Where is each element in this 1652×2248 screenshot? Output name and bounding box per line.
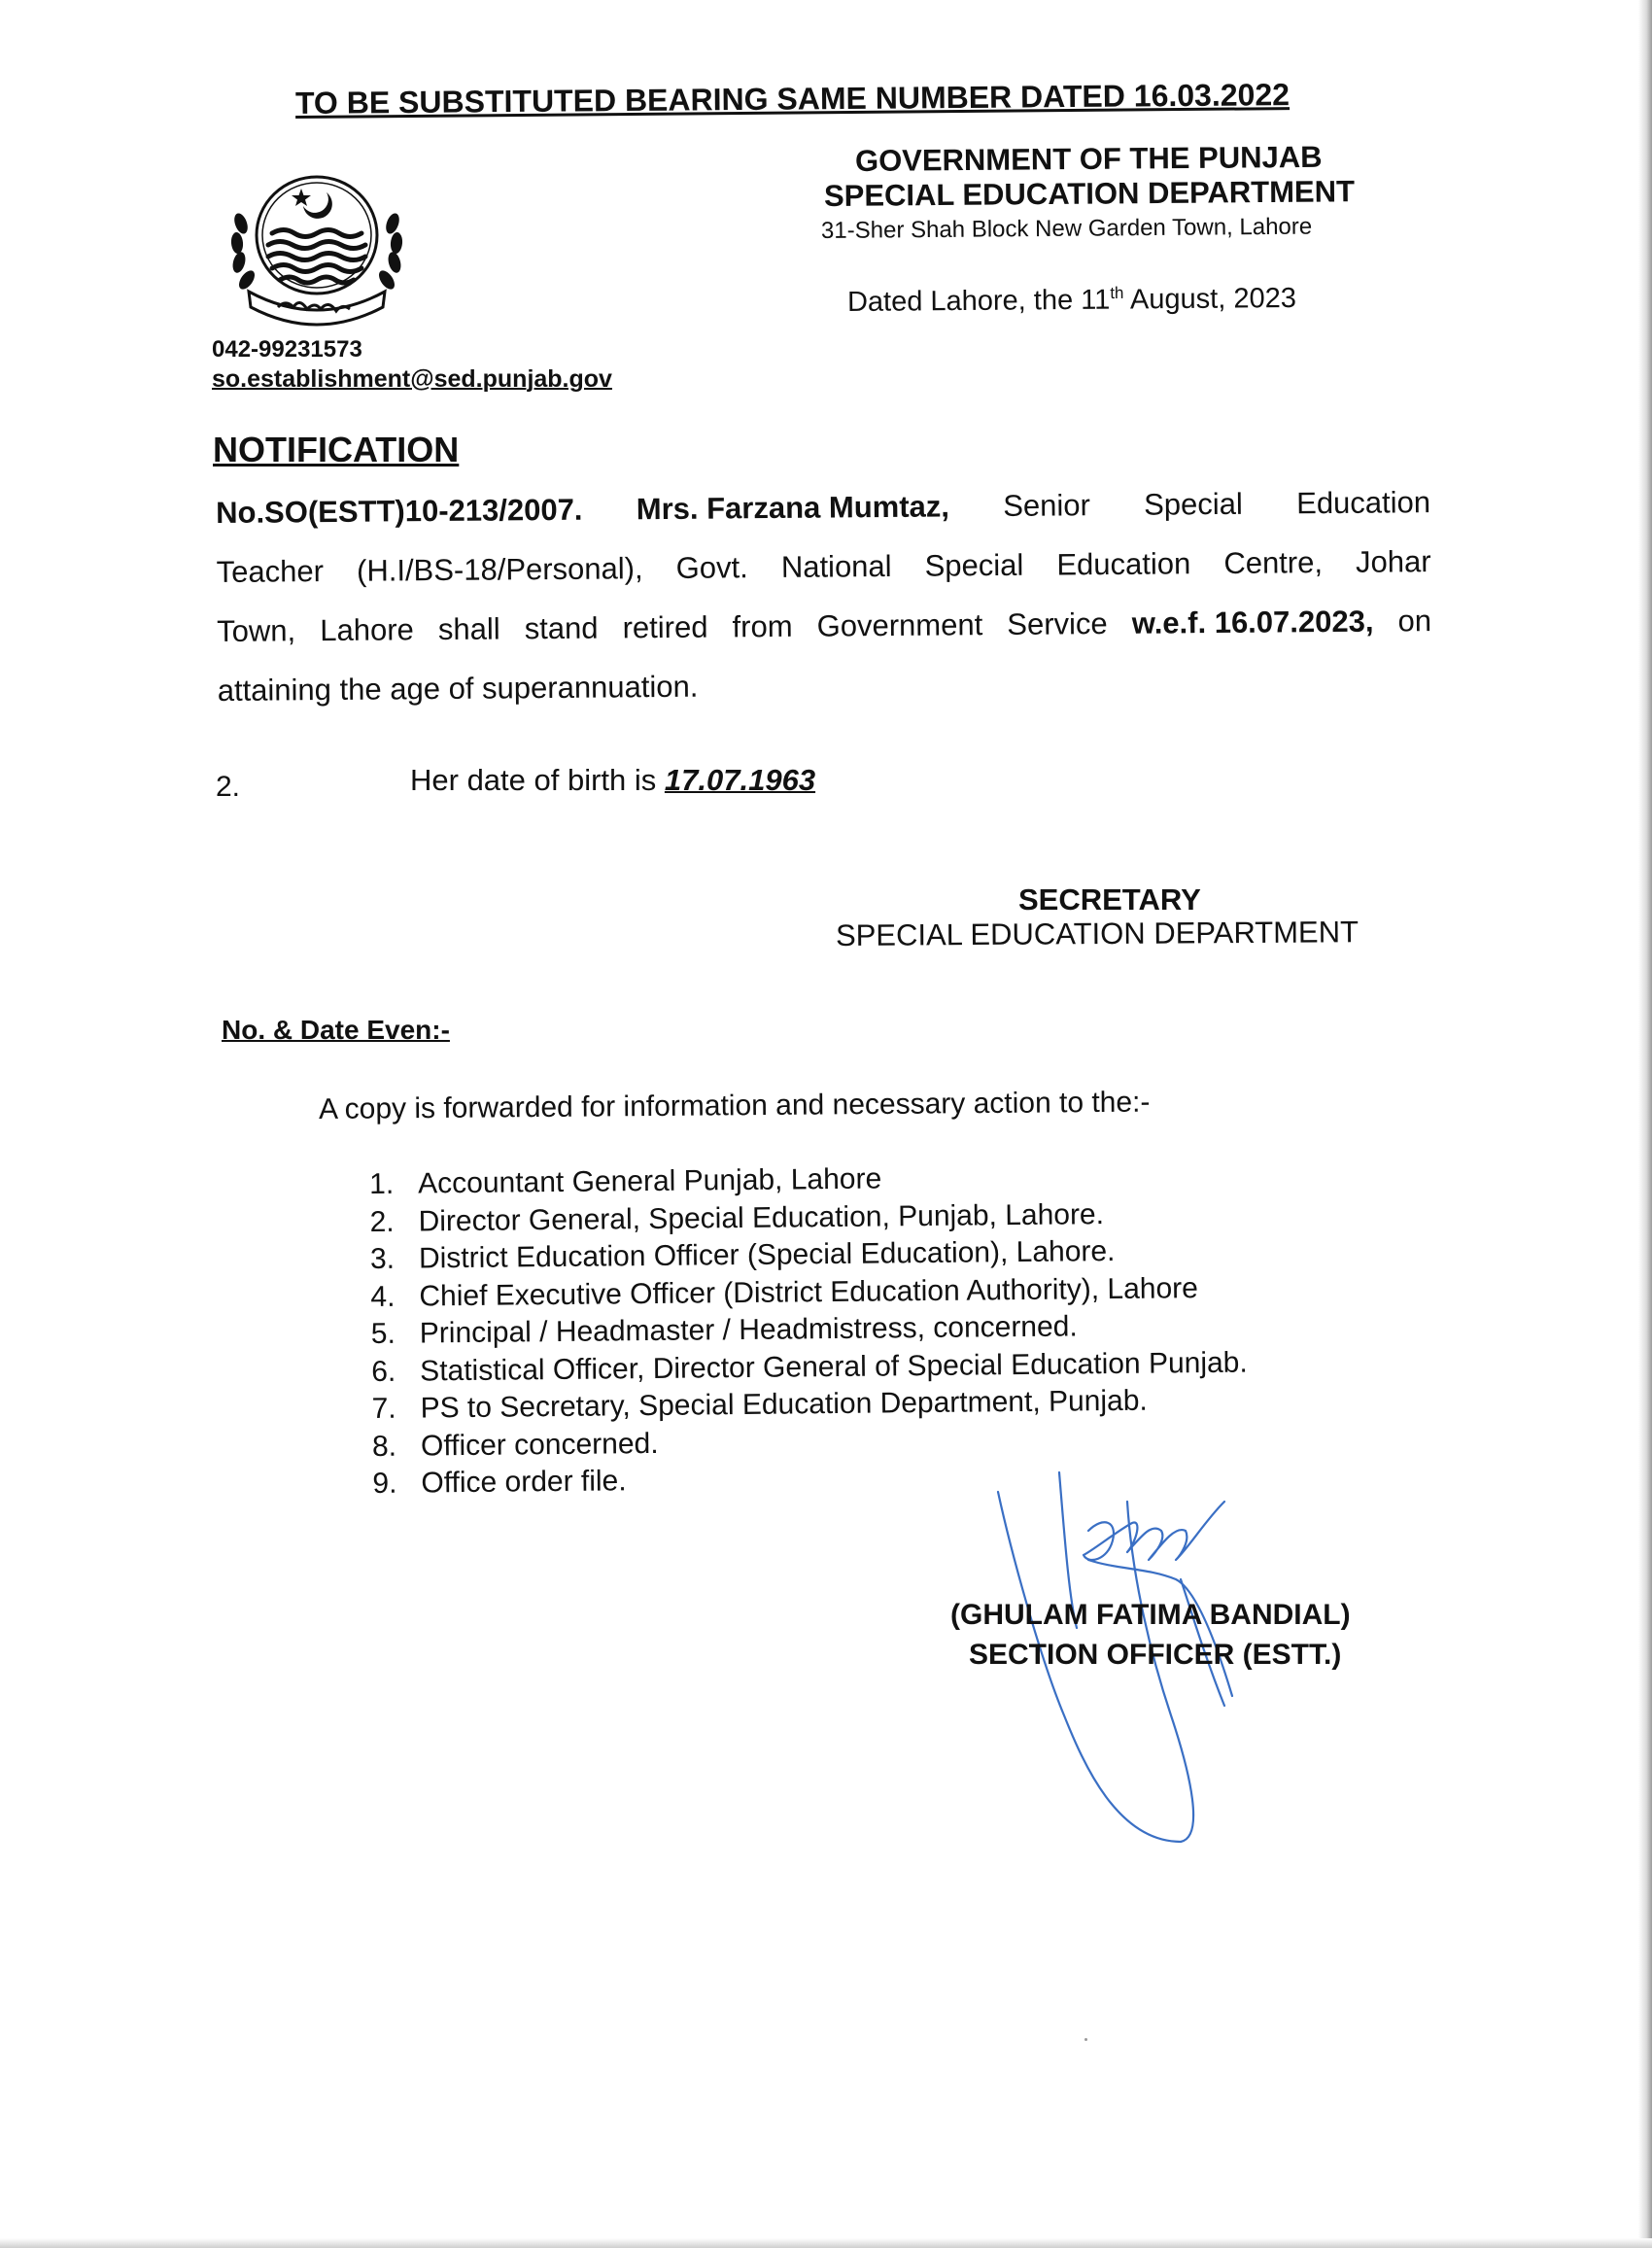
paragraph-2-number: 2. (216, 771, 241, 803)
paragraph-2: Her date of birth is 17.07.1963 (410, 763, 816, 797)
officer-title: SECTION OFFICER (ESTT.) (969, 1639, 1342, 1671)
notification-heading: NOTIFICATION (213, 430, 460, 469)
email-address: so.establishment@sed.punjab.gov (212, 365, 612, 393)
paragraph-line: attaining the age of superannuation. (217, 669, 699, 708)
list-item: 2. Director General, Special Education, Punjab, Lahore. (369, 1197, 1105, 1238)
distribution-list (369, 1158, 1249, 1504)
scan-bottom-edge (0, 2238, 1652, 2248)
list-item: 7. PS to Secretary, Special Education Department, Punjab. (371, 1384, 1148, 1425)
government-title: GOVERNMENT OF THE PUNJAB (854, 139, 1323, 178)
paragraph-line: Teacher (H.I/BS-18/Personal), Govt. National Special Education Centre, Johar (216, 544, 1431, 589)
officer-name: (GHULAM FATIMA BANDIAL) (950, 1599, 1351, 1631)
copy-forwarded-line: A copy is forwarded for information and necessary action to the:- (318, 1086, 1151, 1125)
no-date-even-heading: No. & Date Even:- (222, 1015, 450, 1045)
department-title: SPECIAL EDUCATION DEPARTMENT (823, 174, 1356, 213)
list-item: 8. Officer concerned. (371, 1427, 659, 1463)
phone-number: 042-99231573 (212, 336, 362, 363)
list-item: 5. Principal / Headmaster / Headmistress, concerned. (370, 1310, 1078, 1350)
department-address: 31-Sher Shah Block New Garden Town, Lahore (820, 213, 1313, 244)
list-item: 4. Chief Executive Officer (District Education Authority), Lahore (370, 1271, 1198, 1313)
punjab-emblem-icon (220, 165, 414, 330)
list-item: 6. Statistical Officer, Director General of Special Education Punjab. (371, 1346, 1248, 1388)
signatory-department: SPECIAL EDUCATION DEPARTMENT (835, 915, 1359, 952)
list-item: 9. Office order file. (372, 1465, 627, 1500)
list-item: 1. Accountant General Punjab, Lahore (369, 1162, 882, 1200)
signatory-title: SECRETARY (1018, 882, 1201, 916)
date-of-birth: 17.07.1963 (664, 763, 816, 797)
paragraph-line: No.SO(ESTT)10-213/2007. Mrs. Farzana Mumtaz, Senior Special Education (216, 485, 1431, 530)
list-item: 3. District Education Officer (Special Education), Lahore. (369, 1234, 1116, 1275)
dated-line: Dated Lahore, the 11th August, 2023 (846, 282, 1297, 318)
scan-right-edge (1638, 0, 1652, 2248)
scan-speck (1084, 2038, 1087, 2041)
notification-paragraph (216, 485, 1432, 733)
paragraph-line: Town, Lahore shall stand retired from Government Service w.e.f. 16.07.2023, on (217, 604, 1432, 648)
substitute-notice: TO BE SUBSTITUTED BEARING SAME NUMBER DATED 16.03.2022 (294, 77, 1291, 121)
